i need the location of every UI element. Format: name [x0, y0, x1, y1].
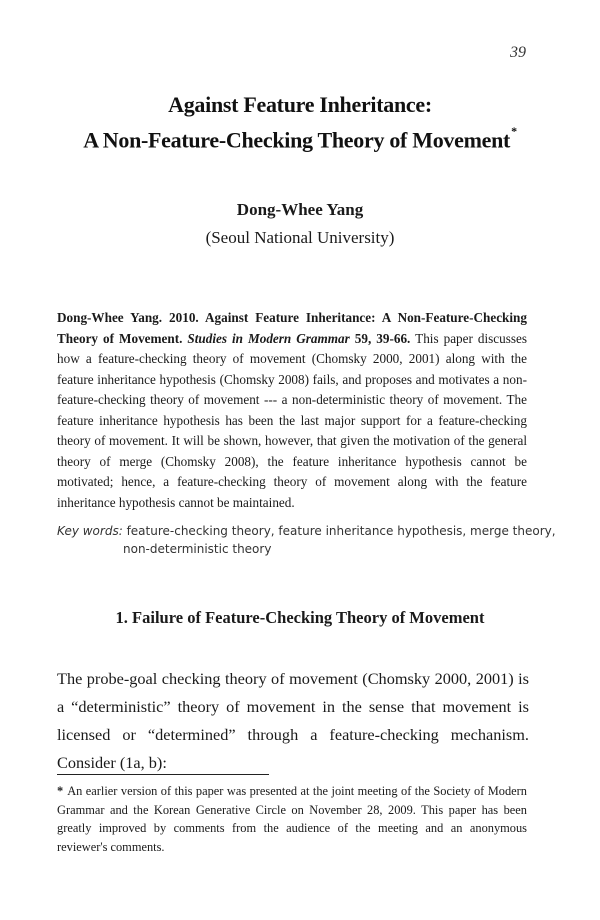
- title-line-2-text: A Non-Feature-Checking Theory of Movement: [83, 127, 511, 153]
- section-heading: 1. Failure of Feature-Checking Theory of Movement: [115, 608, 485, 627]
- keywords-label: Key words:: [57, 524, 123, 538]
- footnote: [57, 782, 527, 856]
- abstract: [57, 308, 527, 513]
- paper-title: [40, 90, 560, 155]
- footnote-text: An earlier version of this paper was presented at the joint meeting of the Society of Modern Grammar and the Korean Generative Circle on November 28, 2009. This paper has been greatly improved by comments from the audience of the meeting and an anonymous reviewer's comments.: [57, 784, 527, 854]
- abstract-journal: Studies in Modern Grammar: [187, 330, 350, 346]
- keywords-row-1: [57, 522, 557, 540]
- body-paragraph: The probe-goal checking theory of movement (Chomsky 2000, 2001) is a “deterministic” theory of movement in the sense that movement is licensed or “determined” through a feature-checking mechanism. Consider (1a, b):: [57, 669, 529, 772]
- footnote-marker: *: [57, 784, 64, 798]
- author-affiliation: (Seoul National University): [205, 228, 395, 247]
- abstract-citation: Dong-Whee Yang. 2010. Against Feature Inheritance: A Non-Feature-Checking Theory of Movement.: [57, 310, 527, 346]
- keywords-line-1: feature-checking theory, feature inheritance hypothesis, merge theory,: [126, 524, 556, 538]
- abstract-text: This paper discusses how a feature-checking theory of movement (Chomsky 2000, 2001) along with the feature inheritance hypothesis (Chomsky 2008) fails, and proposes and motivates a non-feature-checking theory of movement --- a non-deterministic theory of movement. The feature inheritance hypothesis has been the last major support for a feature-checking theory of movement. It will be shown, however, that given the motivation of the general theory of merge (Chomsky 2008), the feature inheritance hypothesis cannot be motivated; hence, a feature-checking theory of movement along with the feature inheritance hypothesis cannot be maintained.: [57, 330, 527, 510]
- footnote-divider: [57, 774, 269, 775]
- title-line-1: Against Feature Inheritance:: [168, 92, 432, 117]
- keywords-line-2: non-deterministic theory: [123, 542, 272, 556]
- title-footnote-mark: *: [511, 124, 517, 138]
- keywords: [57, 522, 557, 558]
- author-name: Dong-Whee Yang: [236, 200, 364, 219]
- title-line-2: [40, 120, 560, 155]
- abstract-volume-pages: 59, 39-66.: [354, 330, 411, 346]
- page-number: 39: [510, 44, 526, 61]
